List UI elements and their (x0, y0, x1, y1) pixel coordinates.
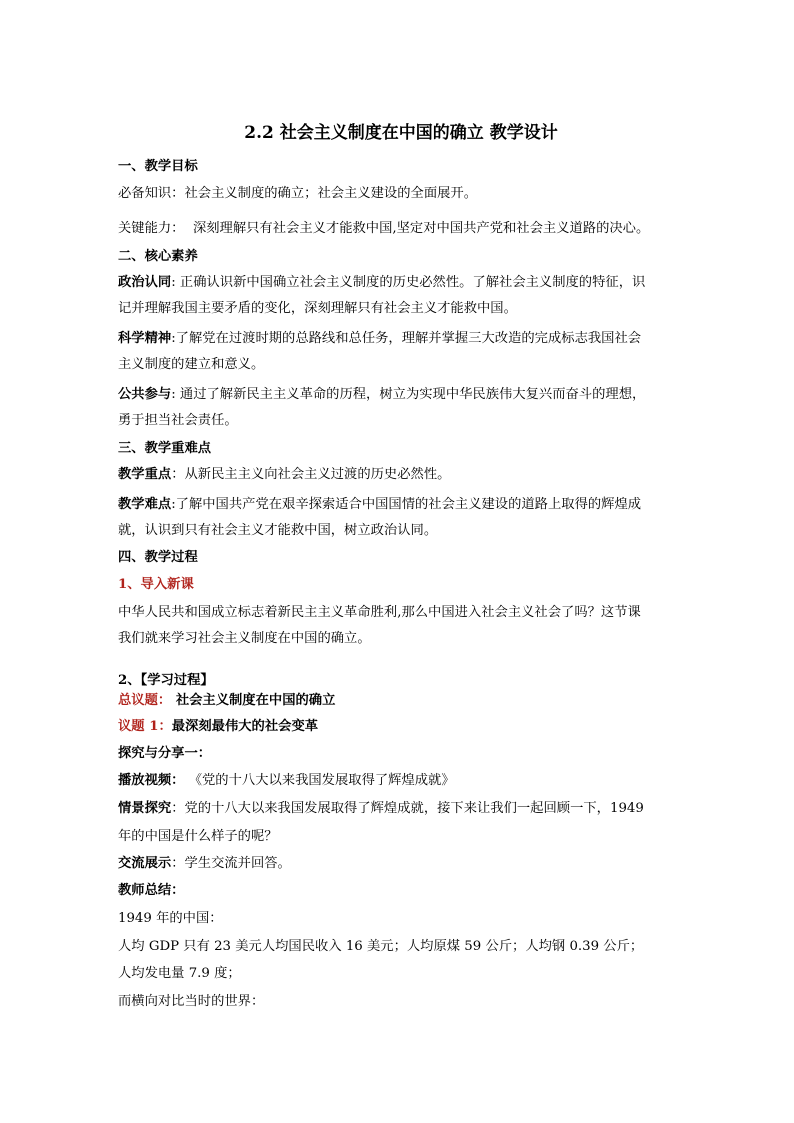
paragraph-difficult-point: 教学难点:了解中国共产党在艰辛探索适合中国国情的社会主义建设的道路上取得的辉煌成 (118, 497, 642, 512)
teacher-summary-heading: 教师总结： (118, 883, 185, 898)
document-title: 2.2 社会主义制度在中国的确立 教学设计 (244, 123, 558, 143)
paragraph-public-participation: 公共参与: 通过了解新民主主义革命的历程，树立为实现中华民族伟大复兴而奋斗的理想， (118, 387, 646, 402)
heading-key-difficult: 三、教学重难点 (118, 441, 212, 456)
paragraph-public-participation-cont: 勇于担当社会责任。 (118, 413, 238, 428)
summary-line-2: 人均 GDP 只有 23 美元人均国民收入 16 美元；人均原煤 59 公斤；人均钢 0.39 公斤； (118, 939, 644, 954)
paragraph-scientific-spirit: 科学精神:了解党在过渡时期的总路线和总任务，理解并掌握三大改造的完成标志我国社会 (118, 331, 642, 346)
play-video-line: 播放视频： 《党的十八大以来我国发展取得了辉煌成就》 (118, 773, 455, 788)
paragraph-essential-knowledge: 必备知识：社会主义制度的确立；社会主义建设的全面展开。 (118, 186, 478, 201)
paragraph-scientific-spirit-cont: 主义制度的建立和意义。 (118, 357, 265, 372)
scenario-inquiry: 情景探究：党的十八大以来我国发展取得了辉煌成就，接下来让我们一起回顾一下，1949 (118, 801, 644, 816)
heading-introduction: 1、导入新课 (118, 577, 194, 592)
general-topic: 总议题： 社会主义制度在中国的确立 (118, 693, 336, 708)
summary-line-1: 1949 年的中国： (118, 911, 223, 926)
heading-teaching-process: 四、教学过程 (118, 550, 198, 565)
paragraph-political-identity-cont: 记并理解我国主要矛盾的变化，深刻理解只有社会主义才能救中国。 (118, 301, 517, 316)
heading-objectives: 一、教学目标 (118, 159, 198, 174)
paragraph-introduction-cont: 我们就来学习社会主义制度在中国的确立。 (118, 631, 371, 646)
explore-share-heading: 探究与分享一： (118, 746, 212, 761)
paragraph-difficult-point-cont: 就，认识到只有社会主义才能救中国，树立政治认同。 (118, 523, 438, 538)
paragraph-key-ability: 关键能力： 深刻理解只有社会主义才能救中国,坚定对中国共产党和社会主义道路的决心。 (118, 221, 650, 236)
summary-line-4: 而横向对比当时的世界： (118, 994, 265, 1009)
summary-line-3: 人均发电量 7.9 度； (118, 966, 241, 981)
exchange-display: 交流展示：学生交流并回答。 (118, 856, 291, 871)
heading-core-literacy: 二、核心素养 (118, 249, 198, 264)
scenario-inquiry-cont: 年的中国是什么样子的呢？ (118, 829, 278, 844)
heading-learning-process: 2、【学习过程】 (118, 673, 214, 688)
topic-1: 议题 1：最深刻最伟大的社会变革 (118, 719, 319, 734)
paragraph-introduction: 中华人民共和国成立标志着新民主主义革命胜利,那么中国进入社会主义社会了吗？这节课 (118, 605, 641, 620)
paragraph-political-identity: 政治认同: 正确认识新中国确立社会主义制度的历史必然性。了解社会主义制度的特征，识 (118, 275, 646, 290)
paragraph-key-point: 教学重点：从新民主主义向社会主义过渡的历史必然性。 (118, 467, 451, 482)
